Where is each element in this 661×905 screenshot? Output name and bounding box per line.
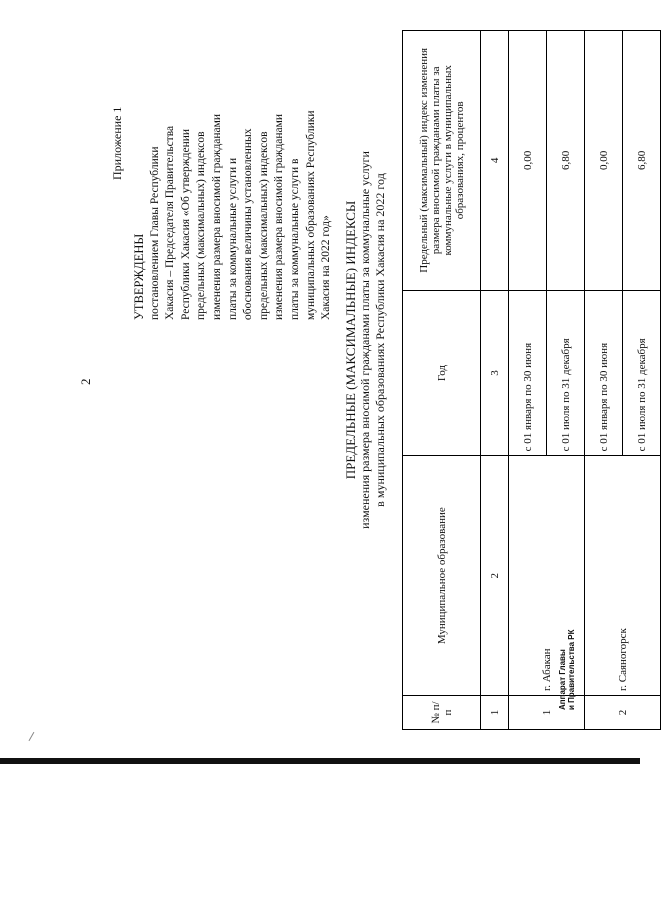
col-number: 2 bbox=[481, 456, 509, 696]
row-index: 6,80 bbox=[547, 31, 585, 291]
document-title bbox=[343, 80, 388, 600]
table-header-row bbox=[403, 31, 481, 730]
row-period: с 01 июля по 31 декабря bbox=[547, 290, 585, 456]
header-municipality: Муниципальное образование bbox=[403, 456, 481, 696]
approval-line: платы за коммунальные услуги в bbox=[288, 158, 301, 320]
approval-line: муниципальных образованиях Республики bbox=[304, 110, 317, 320]
stamp-line: Аппарат Главы bbox=[558, 649, 567, 710]
header-index: Предельный (максимальный) индекс изменения размера вносимой гражданами платы за коммунальные услуги в муниципальных образованиях, процентов bbox=[403, 31, 481, 291]
approval-line: изменения размера вносимой гражданами bbox=[273, 113, 286, 320]
row-municipality: г. Саяногорск bbox=[585, 456, 661, 696]
approval-heading: УТВЕРЖДЕНЫ bbox=[132, 233, 146, 320]
page-number: 2 bbox=[78, 378, 93, 385]
col-number: 1 bbox=[481, 696, 509, 730]
col-number: 3 bbox=[481, 290, 509, 456]
blank-area bbox=[0, 764, 640, 905]
row-index: 0,00 bbox=[585, 31, 623, 291]
approval-line: обоснования величины установленных bbox=[242, 128, 255, 320]
indices-table bbox=[402, 30, 661, 730]
row-num: 1 bbox=[509, 696, 585, 730]
row-num: 2 bbox=[585, 696, 661, 730]
approval-block bbox=[132, 30, 335, 320]
approval-line: предельных (максимальных) индексов bbox=[195, 131, 208, 320]
approval-line: Хакасия на 2022 год» bbox=[320, 215, 333, 320]
row-index: 0,00 bbox=[509, 31, 547, 291]
approval-line: предельных (максимальных) индексов bbox=[257, 131, 270, 320]
appendix-label: Приложение 1 bbox=[110, 106, 124, 180]
rotated-document bbox=[10, 20, 648, 740]
row-municipality: г. Абакан bbox=[509, 456, 585, 696]
approval-line: Хакасия – Председателя Правительства bbox=[164, 125, 177, 320]
organization-stamp bbox=[558, 630, 576, 711]
row-period: с 01 января по 30 июня bbox=[585, 290, 623, 456]
approval-line: платы за коммунальные услуги и bbox=[226, 157, 239, 320]
row-period: с 01 июля по 31 декабря bbox=[623, 290, 661, 456]
stamp-line: и Правительства РК bbox=[567, 629, 576, 710]
title-line: в муниципальных образованиях Республики Хакасия на 2022 год bbox=[373, 173, 387, 507]
row-period: с 01 января по 30 июня bbox=[509, 290, 547, 456]
row-index: 6,80 bbox=[623, 31, 661, 291]
approval-line: изменения размера вносимой гражданами bbox=[210, 113, 223, 320]
column-number-row bbox=[481, 31, 509, 730]
header-year: Год bbox=[403, 290, 481, 456]
header-num: № п/п bbox=[403, 696, 481, 730]
col-number: 4 bbox=[481, 31, 509, 291]
table-row bbox=[585, 31, 623, 730]
approval-line: Республики Хакасия «Об утверждении bbox=[179, 128, 192, 320]
title-line: изменения размера вносимой гражданами платы за коммунальные услуги bbox=[358, 151, 372, 529]
table-row bbox=[509, 31, 547, 730]
title-main: ПРЕДЕЛЬНЫЕ (МАКСИМАЛЬНЫЕ) ИНДЕКСЫ bbox=[343, 200, 358, 480]
approval-line: постановлением Главы Республики bbox=[148, 146, 161, 320]
